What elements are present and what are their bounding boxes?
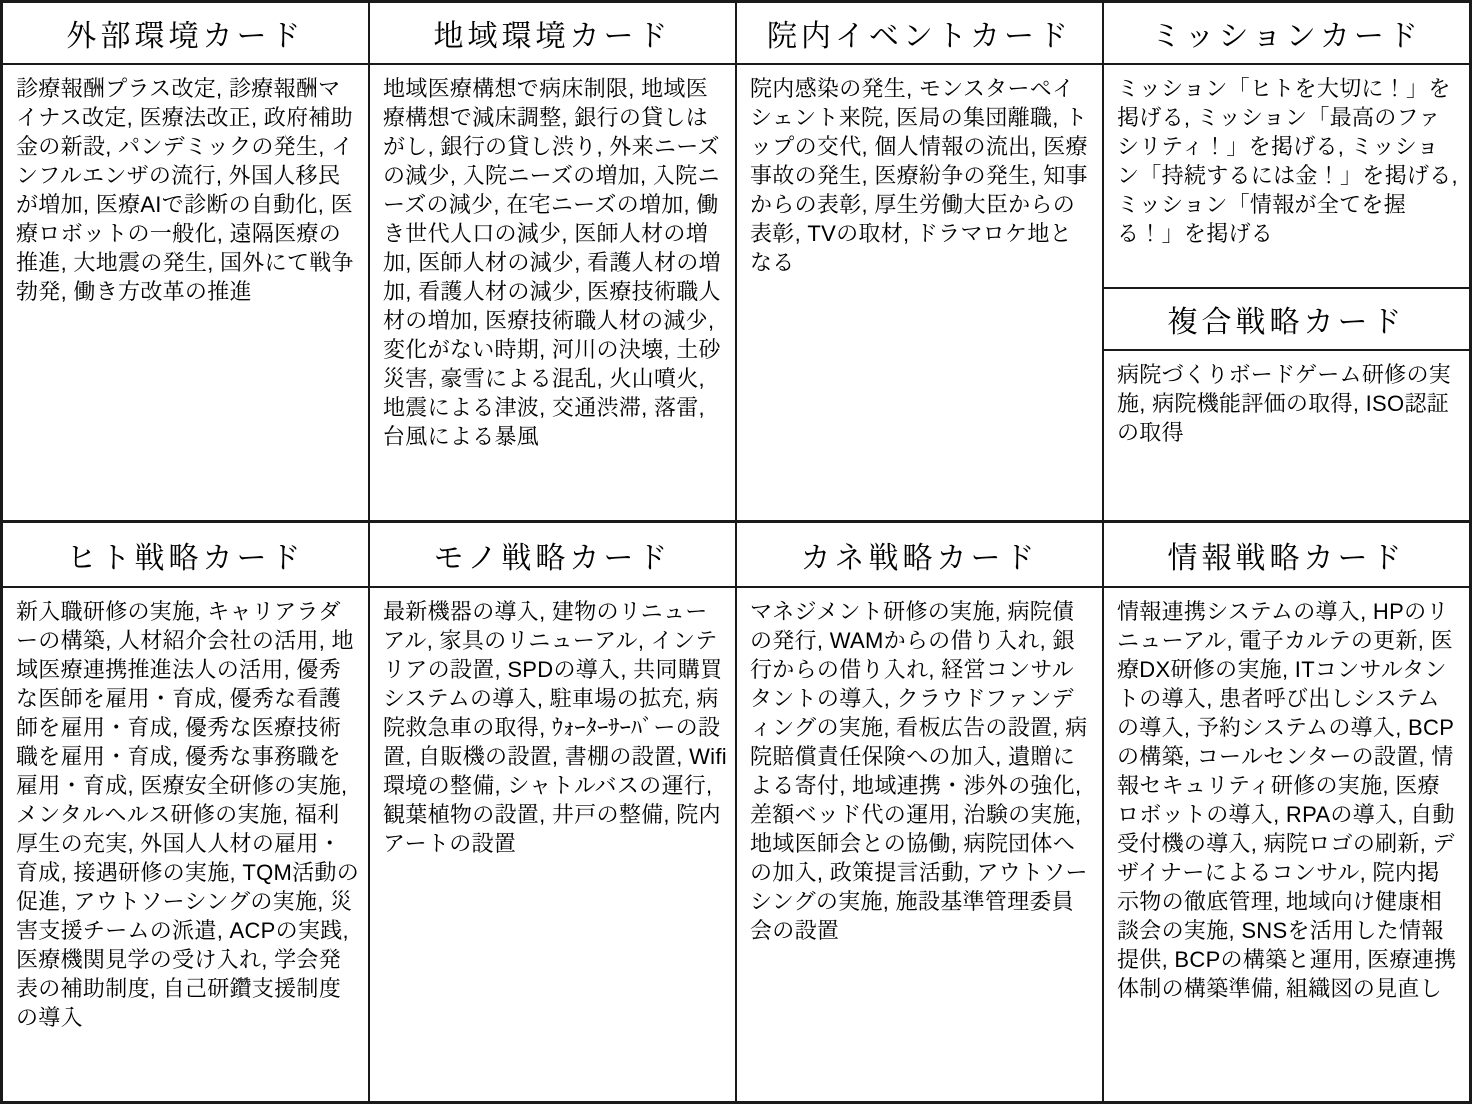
card-items-goods-strategy: 最新機器の導入, 建物のリニューアル, 家具のリニューアル, インテリアの設置, SPDの導入, 共同購買システムの導入, 駐車場の拡充, 病院救急車の取得, ｳｫｰﾀｰｻｰﾊﾞーの設置, 自販機の設置, 書棚の設置, Wifi環境の整備, シャトルバスの運行, 観葉植物の設置, 井戸の整備, 院内アートの設置 (383, 599, 727, 856)
card-title-money-strategy: カネ戦略カード (737, 523, 1102, 588)
card-items-money-strategy: マネジメント研修の実施, 病院債の発行, WAMからの借り入れ, 銀行からの借り入れ, 経営コンサルタントの導入, クラウドファンディングの実施, 看板広告の設置, 病院賠償責任保険への加入, 遺贈による寄付, 地域連携・渉外の強化, 差額ベッド代の運用, 治験の実施, 地域医師会との協働, 病院団体への加入, 政策提言活動, アウトソーシングの実施, 施設基準管理委員会の設置 (750, 599, 1088, 943)
card-items-external-environment: 診療報酬プラス改定, 診療報酬マイナス改定, 医療法改正, 政府補助金の新設, パンデミックの発生, インフルエンザの流行, 外国人移民が増加, 医療AIで診断の自動化, 医療ロボットの一般化, 遠隔医療の推進, 大地震の発生, 国外にて戦争勃発, 働き方改革の推進 (16, 76, 354, 304)
card-title-mission: ミッションカード (1104, 3, 1469, 65)
card-external-environment (3, 3, 370, 520)
top-row (3, 3, 1469, 523)
card-items-mission: ミッション「ヒトを大切に！」を掲げる, ミッション「最高のファシリティ！」を掲げる, ミッション「持続するには金！」を掲げる, ミッション「情報が全てを握る！」を掲げる (1117, 76, 1458, 246)
card-title-external-environment: 外部環境カード (3, 3, 368, 65)
card-items-hospital-event: 院内感染の発生, モンスターペイシェント来院, 医局の集団離職, トップの交代, 個人情報の流出, 医療事故の発生, 医療紛争の発生, 知事からの表彰, 厚生労働大臣からの表彰, TVの取材, ドラマロケ地となる (750, 76, 1088, 275)
card-items-composite-strategy: 病院づくりボードゲーム研修の実施, 病院機能評価の取得, ISO認証の取得 (1117, 362, 1452, 445)
card-title-goods-strategy: モノ戦略カード (370, 523, 735, 588)
card-title-composite-strategy: 複合戦略カード (1104, 287, 1469, 351)
card-money-strategy (737, 523, 1104, 1101)
card-regional-environment (370, 3, 737, 520)
card-goods-strategy (370, 523, 737, 1101)
card-items-regional-environment: 地域医療構想で病床制限, 地域医療構想で減床調整, 銀行の貸しはがし, 銀行の貸し渋り, 外来ニーズの減少, 入院ニーズの増加, 入院ニーズの減少, 在宅ニーズの増加, 働き世代人口の減少, 医師人材の増加, 医師人材の減少, 看護人材の増加, 看護人材の減少, 医療技術職人材の増加, 医療技術職人材の減少, 変化がない時期, 河川の決壊, 土砂災害, 豪雪による混乱, 火山噴火, 地震による津波, 交通渋滞, 落雷, 台風による暴風 (383, 76, 721, 449)
card-information-strategy (1104, 523, 1469, 1101)
card-people-strategy (3, 523, 370, 1101)
card-title-regional-environment: 地域環境カード (370, 3, 735, 65)
bottom-row (3, 523, 1469, 1101)
card-title-information-strategy: 情報戦略カード (1104, 523, 1469, 588)
card-items-people-strategy: 新入職研修の実施, キャリアラダーの構築, 人材紹介会社の活用, 地域医療連携推進法人の活用, 優秀な医師を雇用・育成, 優秀な看護師を雇用・育成, 優秀な医療技術職を雇用・育成, 優秀な事務職を雇用・育成, 医療安全研修の実施, メンタルヘルス研修の実施, 福利厚生の充実, 外国人人材の雇用・育成, 接遇研修の実施, TQM活動の促進, アウトソーシングの実施, 災害支援チームの派遣, ACPの実践, 医療機関見学の受け入れ, 学会発表の補助制度, 自己研鑽支援制度の導入 (16, 599, 360, 1030)
card-title-hospital-event: 院内イベントカード (737, 3, 1102, 65)
card-items-information-strategy: 情報連携システムの導入, HPのリニューアル, 電子カルテの更新, 医療DX研修の実施, ITコンサルタントの導入, 患者呼び出しシステムの導入, 予約システムの導入, BCPの構築, コールセンターの設置, 情報セキュリティ研修の実施, 医療ロボットの導入, RPAの導入, 自動受付機の導入, 病院ロゴの刷新, デザイナーによるコンサル, 院内掲示物の徹底管理, 地域向け健康相談会の実施, SNSを活用した情報提供, BCPの構築と運用, 医療連携体制の構築準備, 組織図の見直し (1117, 599, 1457, 1001)
card-title-people-strategy: ヒト戦略カード (3, 523, 368, 588)
card-hospital-event (737, 3, 1104, 520)
card-mission-and-composite (1104, 3, 1469, 520)
